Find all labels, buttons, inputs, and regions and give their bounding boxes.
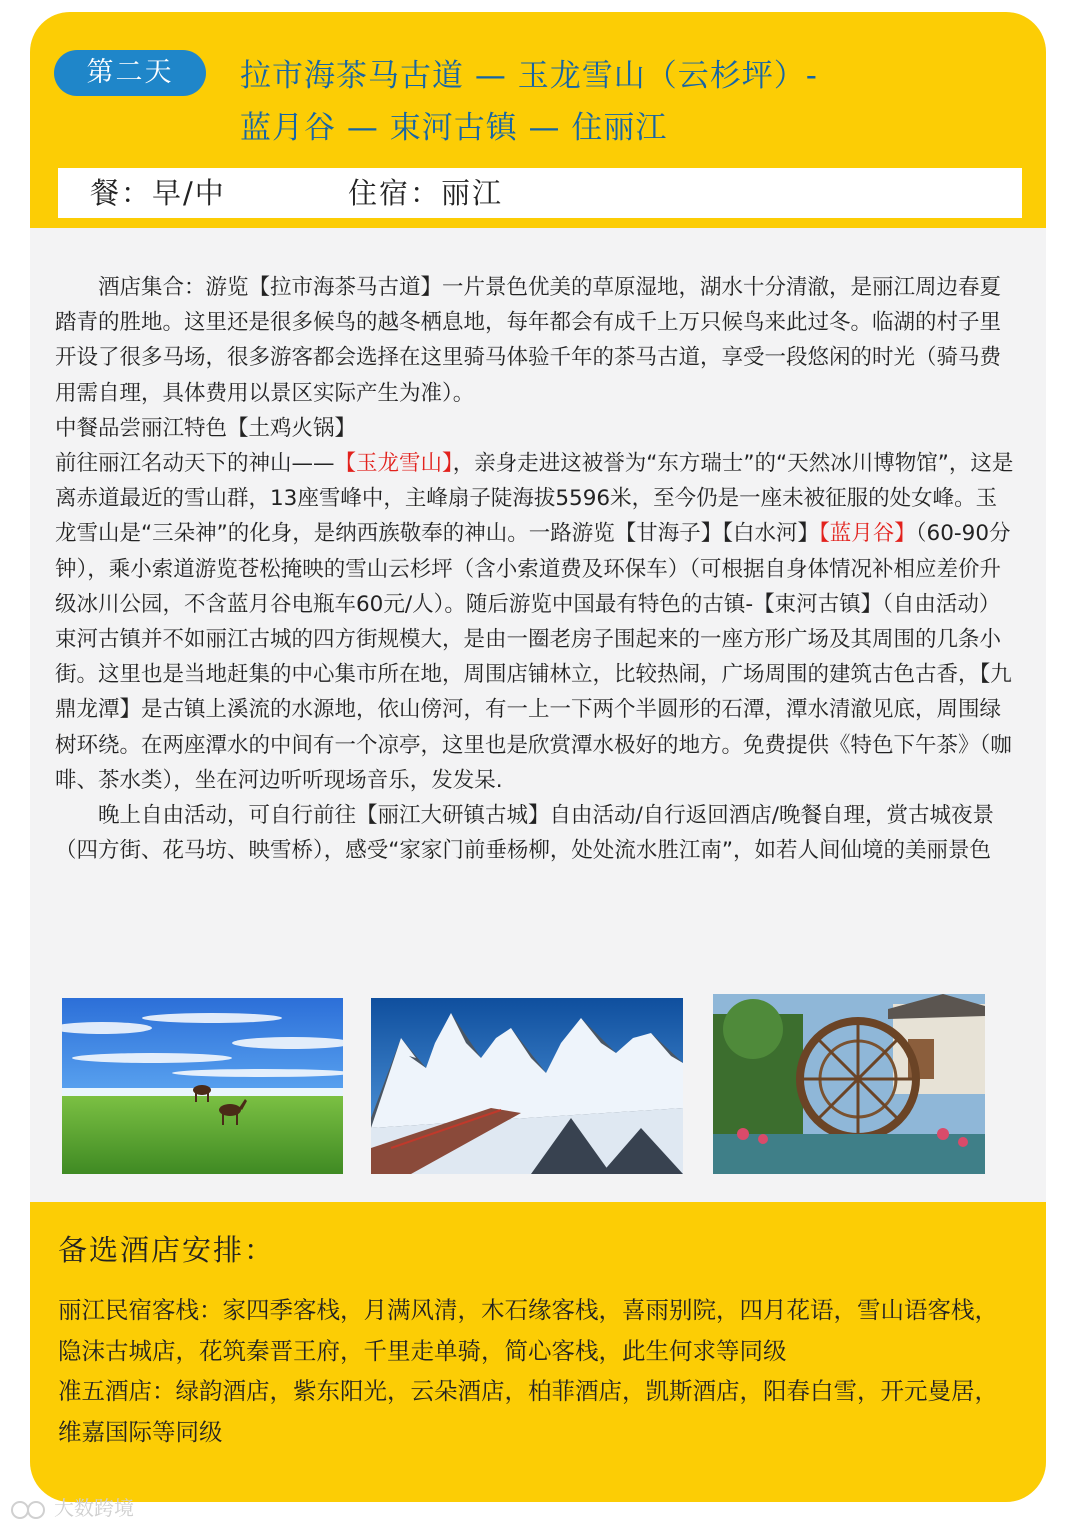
photo-lashihai-grassland	[62, 998, 343, 1174]
watermark: 大数跨境	[10, 1493, 134, 1523]
paragraph-lunch: 中餐品尝丽江特色【土鸡火锅】	[55, 415, 357, 441]
photo-shuhe-waterwheel	[713, 994, 985, 1174]
paragraph-evening: 晚上自由活动，可自行前往【丽江大研镇古城】自由活动/自行返回酒店/晚餐自理，赏古城夜景（四方街、花马坊、映雪桥），感受“家家门前垂杨柳，处处流水胜江南”，如若人间仙境的美丽景色	[55, 803, 994, 864]
day-header	[30, 12, 1046, 228]
hotel-section-title: 备选酒店安排：	[58, 1233, 276, 1267]
stay-info: 住宿：丽江	[348, 176, 504, 210]
highlight-blue-moon-valley: 【蓝月谷】	[819, 521, 916, 547]
hotel-section	[30, 1202, 1046, 1502]
route-title-line-1: 拉市海茶马古道 — 玉龙雪山（云杉坪）-	[240, 58, 818, 94]
photo-row	[30, 998, 1046, 1178]
itinerary-card	[30, 12, 1046, 1502]
paragraph-jade-dragon: 前往丽江名动天下的神山——【玉龙雪山】，亲身走进这被誉为“东方瑞士”的“天然冰川博物馆”，这是离赤道最近的雪山群，13座雪峰中，主峰扇子陡海拔5596米，至今仍是一座未被征服的处女峰。玉龙雪山是“三朵神”的化身，是纳西族敬奉的神山。一路游览【甘海子】【白水河】【蓝月谷】（60-90分钟），乘小索道游览苍松掩映的雪山云杉坪（含小索道费及环保车）（可根据自身体情况补相应差价升级冰川公园，不含蓝月谷电瓶车60元/人）。随后游览中国最有特色的古镇-【束河古镇】（自由活动）束河古镇并不如丽江古城的四方街规模大，是由一圈老房子围起来的一座方形广场及其周围的几条小街。这里也是当地赶集的中心集市所在地，周围店铺林立，比较热闹，广场周围的建筑古色古香，【九鼎龙潭】是古镇上溪流的水源地，依山傍河，有一上一下两个半圆形的石潭，潭水清澈见底，周围绿树环绕。在两座潭水的中间有一个凉亭，这里也是欣赏潭水极好的地方。免费提供《特色下午茶》（咖啡、茶水类），坐在河边听听现场音乐，发发呆.	[55, 451, 1014, 793]
meal-info: 餐：早/中	[90, 176, 226, 210]
itinerary-text	[55, 270, 1015, 868]
route-title-line-2: 蓝月谷 — 束河古镇 — 住丽江	[240, 110, 668, 146]
meal-stay-bar	[58, 168, 1022, 218]
day-badge: 第二天	[54, 50, 206, 96]
hotel-list-minsu: 丽江民宿客栈：家四季客栈，月满风清，木石缘客栈，喜雨别院，四月花语，雪山语客栈，隐沫古城店，花筑秦晋王府，千里走单骑，简心客栈，此生何求等同级	[58, 1296, 998, 1365]
highlight-jade-dragon: 【玉龙雪山】	[334, 451, 453, 477]
hotel-list-five-star: 准五酒店：绿韵酒店，紫东阳光，云朵酒店，柏菲酒店，凯斯酒店，阳春白雪，开元曼居，维嘉国际等同级	[58, 1377, 998, 1446]
watermark-logo-icon	[10, 1498, 50, 1522]
photo-jade-dragon-snow-mountain	[371, 998, 683, 1174]
hotel-list	[58, 1290, 1018, 1452]
paragraph-lashihai: 酒店集合：游览【拉市海茶马古道】一片景色优美的草原湿地，湖水十分清澈，是丽江周边春夏踏青的胜地。这里还是很多候鸟的越冬栖息地，每年都会有成千上万只候鸟来此过冬。临湖的村子里开设了很多马场，很多游客都会选择在这里骑马体验千年的茶马古道，享受一段悠闲的时光（骑马费用需自理，具体费用以景区实际产生为准）。	[55, 275, 1002, 406]
